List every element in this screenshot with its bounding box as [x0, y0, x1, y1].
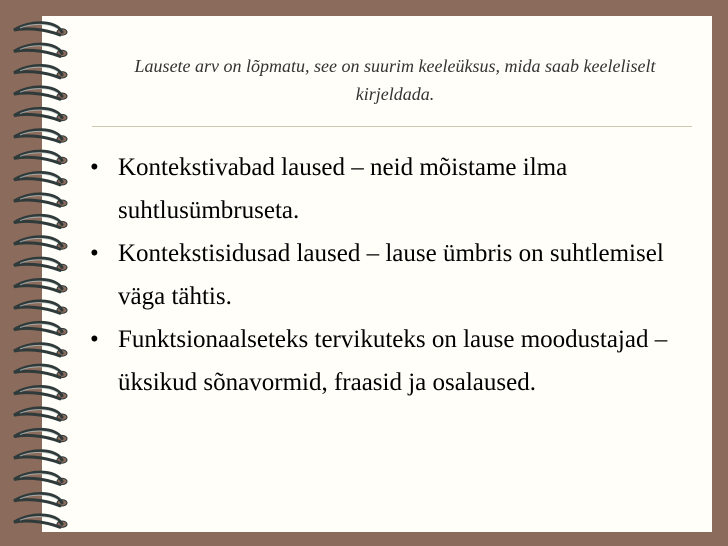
binding-ring-icon	[14, 472, 67, 484]
bullet-marker: •	[90, 154, 99, 181]
bullet-item	[88, 318, 688, 404]
bullet-item	[88, 146, 688, 232]
bullet-text: Funktsionaalseteks tervikuteks on lause moodustajad – üksikud sõnavormid, fraasid ja osalaused.	[118, 326, 668, 396]
bullet-text: Kontekstivabad laused – neid mõistame ilma suhtlusümbruseta.	[118, 154, 568, 224]
binding-ring-icon	[14, 451, 67, 463]
binding-ring-icon	[14, 108, 67, 120]
binding-ring-icon	[14, 173, 67, 185]
slide-title: Lausete arv on lõpmatu, see on suurim keeleüksus, mida saab keeleliselt kirjeldada.	[134, 56, 656, 104]
binding-ring-icon	[14, 280, 67, 292]
binding-ring-icon	[14, 322, 67, 334]
binding-ring-icon	[14, 344, 67, 356]
binding-ring-icon	[14, 23, 67, 35]
bullet-text: Kontekstisidusad laused – lause ümbris on suhtlemisel väga tähtis.	[118, 240, 664, 310]
binding-ring-icon	[14, 87, 67, 99]
binding-ring-icon	[14, 237, 67, 249]
binding-ring-icon	[14, 151, 67, 163]
spiral-binding-icon	[0, 0, 90, 546]
binding-ring-icon	[14, 515, 67, 527]
binding-ring-icon	[14, 130, 67, 142]
binding-ring-icon	[14, 301, 67, 313]
binding-ring-icon	[14, 429, 67, 441]
binding-ring-icon	[14, 215, 67, 227]
bullet-marker: •	[90, 240, 99, 267]
binding-ring-icon	[14, 258, 67, 270]
binding-ring-icon	[14, 194, 67, 206]
bullet-item	[88, 232, 688, 318]
bullet-marker: •	[90, 326, 99, 353]
binding-ring-icon	[14, 387, 67, 399]
title-divider	[92, 126, 692, 127]
bullet-list	[88, 146, 688, 404]
binding-ring-icon	[14, 365, 67, 377]
binding-ring-icon	[14, 66, 67, 78]
binding-ring-icon	[14, 44, 67, 56]
binding-ring-icon	[14, 408, 67, 420]
binding-ring-icon	[14, 494, 67, 506]
